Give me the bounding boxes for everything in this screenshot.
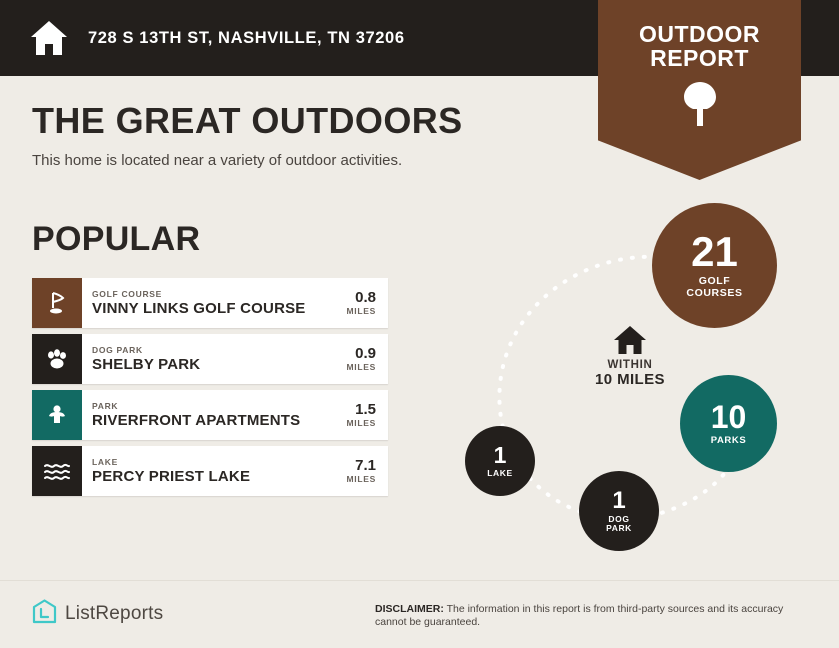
park-icon	[32, 390, 82, 440]
list-item-unit: MILES	[346, 306, 376, 316]
list-item-distance: 0.9	[355, 345, 376, 362]
list-item-name: PERCY PRIEST LAKE	[92, 468, 251, 485]
listreports-logo-text: ListReports	[65, 603, 164, 624]
list-item-distance: 0.8	[355, 289, 376, 306]
disclaimer-text: The information in this report is from third-party sources and its accuracy cannot be guaranteed.	[375, 603, 784, 628]
listreports-logo-icon	[32, 599, 57, 629]
count-circle-lake	[465, 426, 535, 496]
count-value: 1	[612, 486, 626, 514]
list-item-distance: 7.1	[355, 457, 376, 474]
count-label-line2: COURSES	[686, 287, 743, 299]
home-icon	[555, 325, 705, 355]
nearby-counts-diagram	[430, 180, 830, 560]
count-value: 1	[493, 441, 507, 468]
list-item-unit: MILES	[346, 474, 376, 484]
badge-title-line2: REPORT	[650, 45, 749, 72]
list-item-category: LAKE	[92, 457, 118, 467]
home-icon	[28, 17, 70, 59]
count-label-line1: LAKE	[487, 467, 513, 478]
count-value: 21	[691, 228, 738, 276]
within-distance: 10 MILES	[595, 371, 665, 388]
golf-icon	[32, 278, 82, 328]
count-label-line2: PARK	[606, 523, 632, 533]
tree-icon	[677, 80, 723, 133]
list-item[interactable]	[32, 278, 388, 328]
popular-section-title: POPULAR	[32, 220, 201, 258]
list-item-name: SHELBY PARK	[92, 356, 201, 373]
list-item-category: PARK	[92, 401, 119, 411]
page-footer	[0, 580, 839, 648]
count-label-line1: DOG	[608, 513, 630, 524]
outdoor-report-badge	[598, 0, 801, 180]
water-icon	[32, 446, 82, 496]
list-item-category: DOG PARK	[92, 345, 143, 355]
disclaimer-label: DISCLAIMER:	[375, 603, 444, 615]
count-label-line1: GOLF	[698, 275, 731, 288]
count-value: 10	[710, 398, 747, 435]
count-circle-golf-courses	[652, 203, 777, 328]
list-item[interactable]	[32, 446, 388, 496]
list-item-distance: 1.5	[355, 401, 376, 418]
list-item-unit: MILES	[346, 418, 376, 428]
list-item-name: VINNY LINKS GOLF COURSE	[92, 300, 306, 317]
list-item-category: GOLF COURSE	[92, 289, 163, 299]
count-circle-dog-park	[579, 471, 659, 551]
page-title: THE GREAT OUTDOORS	[32, 100, 463, 141]
property-address: 728 S 13TH ST, NASHVILLE, TN 37206	[88, 28, 405, 47]
listreports-logo[interactable]	[32, 599, 163, 629]
disclaimer	[375, 603, 815, 629]
list-item-name: RIVERFRONT APARTMENTS	[92, 412, 301, 429]
count-circle-parks	[680, 375, 777, 472]
page-subtitle: This home is located near a variety of outdoor activities.	[32, 152, 403, 169]
list-item[interactable]	[32, 390, 388, 440]
within-radius-info	[555, 325, 705, 388]
list-item-unit: MILES	[346, 362, 376, 372]
count-label-line1: PARKS	[710, 434, 747, 446]
popular-list	[32, 278, 388, 502]
list-item[interactable]	[32, 334, 388, 384]
within-label: WITHIN	[607, 359, 653, 371]
paw-icon	[32, 334, 82, 384]
badge-title-line1: OUTDOOR	[638, 21, 761, 47]
